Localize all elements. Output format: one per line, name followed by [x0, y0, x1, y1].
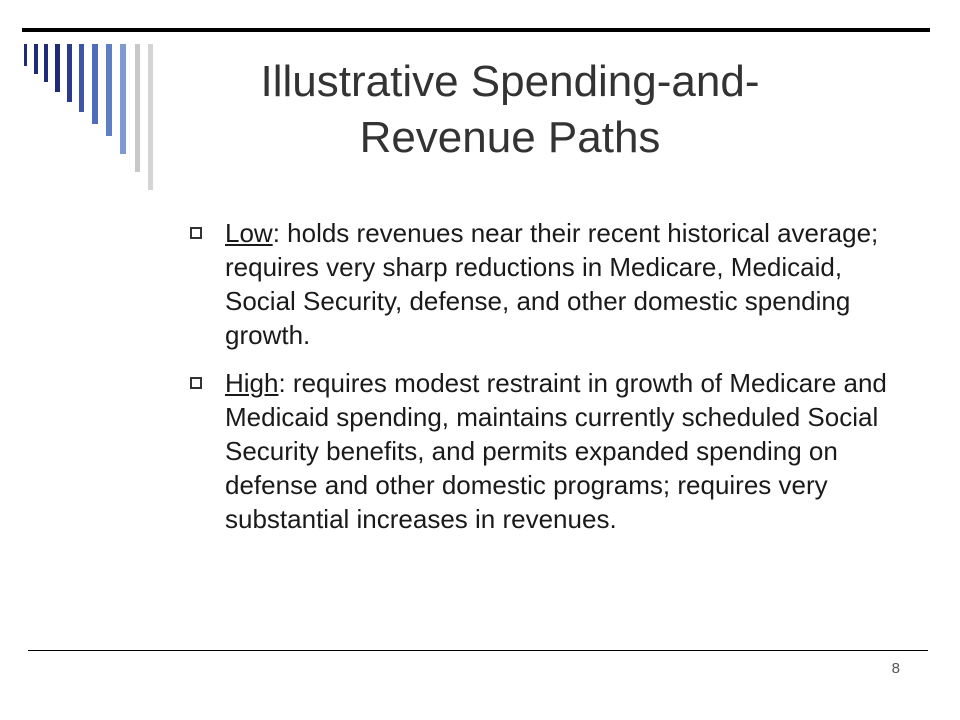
page-number: 8 — [891, 660, 900, 677]
bullet-text — [225, 366, 888, 536]
bullet-term: Low — [225, 218, 273, 248]
decorative-bars — [0, 0, 160, 200]
bullet-item-low — [188, 216, 888, 352]
square-bullet-icon — [190, 227, 202, 239]
bullet-description: : holds revenues near their recent historical average; requires very sharp reductions in Medicare, Medicaid, Social Security, defense, and other domestic spending growth. — [225, 218, 879, 350]
deco-bar — [79, 44, 84, 112]
deco-bar — [92, 44, 98, 124]
deco-bar — [55, 44, 60, 92]
bullet-term: High — [225, 368, 279, 398]
deco-bar — [44, 44, 48, 82]
deco-bar — [106, 44, 112, 136]
bottom-rule — [28, 650, 928, 651]
bullet-text — [225, 216, 888, 352]
deco-bar — [148, 44, 153, 190]
deco-bar — [24, 44, 27, 66]
bullet-description: : requires modest restraint in growth of Medicare and Medicaid spending, maintains currently scheduled Social Security benefits, and permits expanded spending on defense and other domestic programs; requires very substantial increases in revenues. — [225, 368, 887, 534]
deco-bar — [120, 44, 126, 154]
bullet-item-high — [188, 366, 888, 536]
title-line-1: Illustrative Spending-and- — [260, 57, 760, 106]
deco-bar — [34, 44, 38, 74]
slide-title — [160, 54, 860, 166]
title-line-2: Revenue Paths — [359, 113, 661, 162]
deco-bar — [67, 44, 72, 102]
deco-bar — [135, 44, 140, 172]
square-bullet-icon — [190, 377, 202, 389]
bullet-list — [188, 216, 888, 550]
